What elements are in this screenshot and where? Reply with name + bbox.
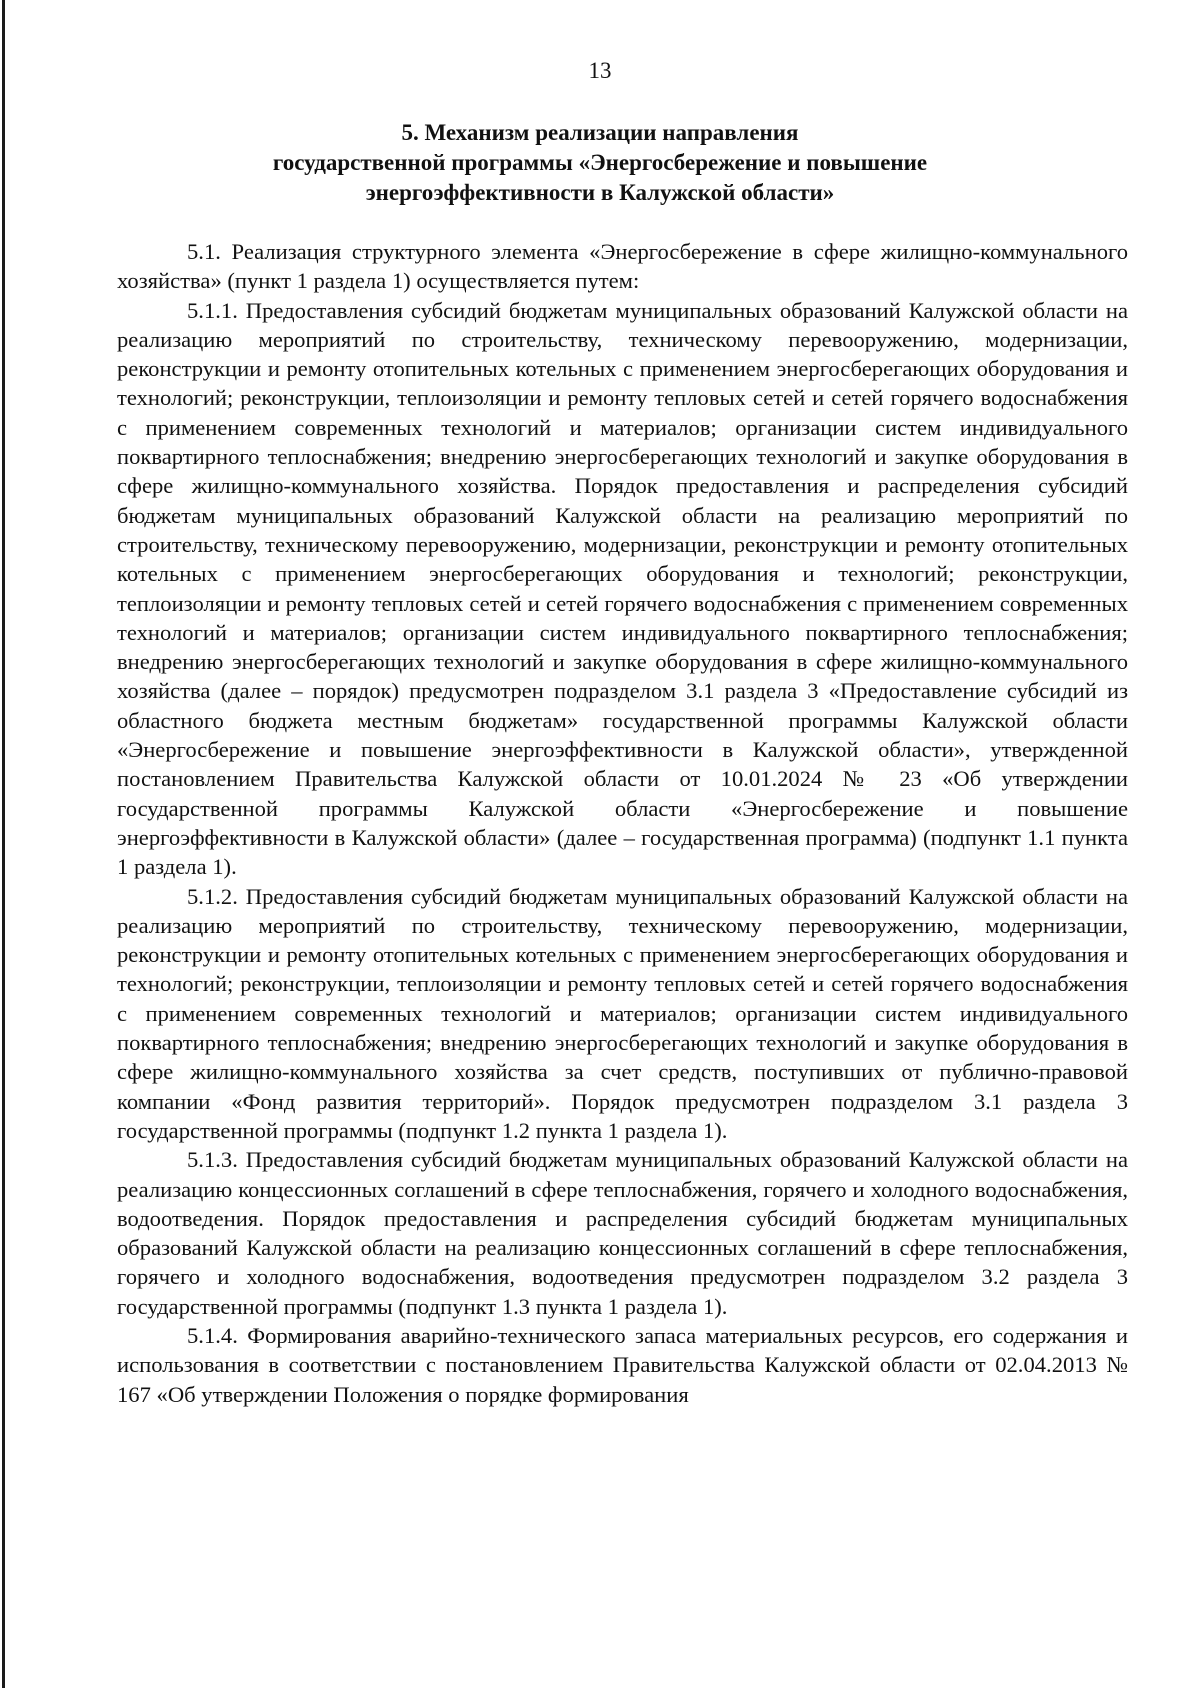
paragraph-5-1-1: 5.1.1. Предоставления субсидий бюджетам муниципальных образований Калужской области на реализацию мероприятий по строительству, техническому перевооружению, модернизации, реконструкции и ремонту отопительных котельных с применением энергосберегающих оборудования и технологий; реконструкции, теплоизоляции и ремонту тепловых сетей и сетей горячего водоснабжения с применением современных технологий и материалов; организации систем индивидуального поквартирного теплоснабжения; внедрению энергосберегающих технологий и закупке оборудования в сфере жилищно-коммунального хозяйства. Порядок предоставления и распределения субсидий бюджетам муниципальных образований Калужской области на реализацию мероприятий по строительству, техническому перевооружению, модернизации, реконструкции и ремонту отопительных котельных с применением энергосберегающих оборудования и технологий; реконструкции, теплоизоляции и ремонту тепловых сетей и сетей горячего водоснабжения с применением современных технологий и материалов; организации систем индивидуального поквартирного теплоснабжения; внедрению энергосберегающих технологий и закупке оборудования в сфере жилищно-коммунального хозяйства (далее – порядок) предусмотрен подразделом 3.1 раздела 3 «Предоставление субсидий из областного бюджета местным бюджетам» государственной программы Калужской области «Энергосбережение и повышение энергоэффективности в Калужской области», утвержденной постановлением Правительства Калужской области от 10.01.2024 № 23 «Об утверждении государственной программы Калужской области «Энергосбережение и повышение энергоэффективности в Калужской области» (далее – государственная программа) (подпункт 1.1 пункта 1 раздела 1). [117, 297, 1128, 880]
paragraph-5-1-4: 5.1.4. Формирования аварийно-технического запаса материальных ресурсов, его содержания и использования в соответствии с постановлением Правительства Калужской области от 02.04.2013 № 167 «Об утверждении Положения о порядке формирования [117, 1322, 1128, 1407]
paragraph-5-1-3: 5.1.3. Предоставления субсидий бюджетам муниципальных образований Калужской области на реализацию концессионных соглашений в сфере теплоснабжения, горячего и холодного водоснабжения, водоотведения. Порядок предоставления и распределения субсидий бюджетам муниципальных образований Калужской области на реализацию концессионных соглашений в сфере теплоснабжения, горячего и холодного водоснабжения, водоотведения предусмотрен подразделом 3.2 раздела 3 государственной программы (подпункт 1.3 пункта 1 раздела 1). [117, 1147, 1128, 1319]
page-number: 13 [588, 58, 612, 83]
section-heading-line-2: государственной программы «Энергосбережение и повышение [272, 150, 928, 175]
section-heading-line-1: 5. Механизм реализации направления [401, 120, 799, 145]
paragraph-5-1: 5.1. Реализация структурного элемента «Энергосбережение в сфере жилищно-коммунального хозяйства» (пункт 1 раздела 1) осуществляется путем: [117, 239, 1128, 294]
document-body [117, 237, 1128, 1409]
scan-left-border [2, 0, 5, 1688]
section-heading-line-3: энергоэффективности в Калужской области» [365, 180, 835, 205]
paragraph-5-1-2: 5.1.2. Предоставления субсидий бюджетам муниципальных образований Калужской области на реализацию мероприятий по строительству, техническому перевооружению, модернизации, реконструкции и ремонту отопительных котельных с применением энергосберегающих оборудования и технологий; реконструкции, теплоизоляции и ремонту тепловых сетей и сетей горячего водоснабжения с применением современных технологий и материалов; организации систем индивидуального поквартирного теплоснабжения; внедрению энергосберегающих технологий и закупке оборудования в сфере жилищно-коммунального хозяйства за счет средств, поступивших от публично-правовой компании «Фонд развития территорий». Порядок предусмотрен подразделом 3.1 раздела 3 государственной программы (подпункт 1.2 пункта 1 раздела 1). [117, 883, 1128, 1143]
section-heading [150, 118, 1050, 208]
